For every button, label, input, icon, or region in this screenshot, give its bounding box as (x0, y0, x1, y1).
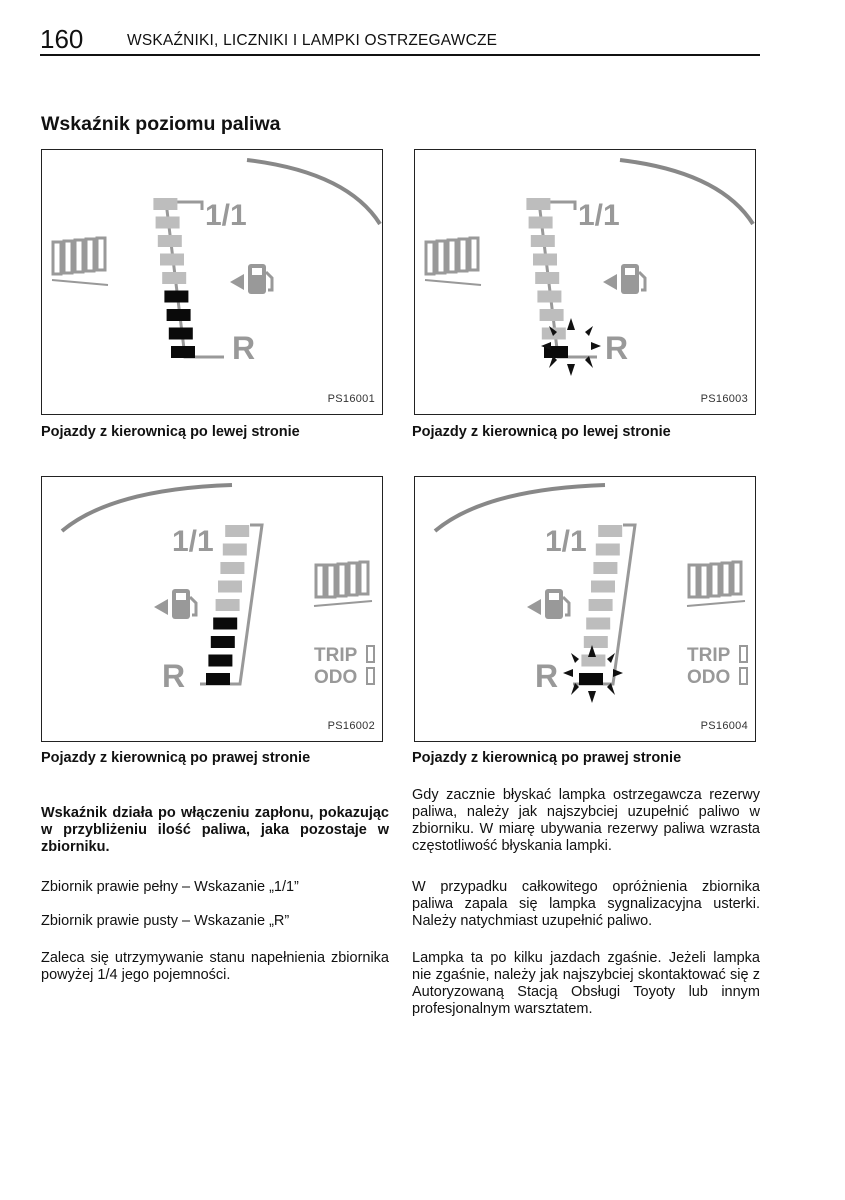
fuel-gauge-lhd-reserve (415, 150, 755, 414)
figure-code: PS16004 (700, 720, 748, 732)
gauge-segment-lit (579, 673, 603, 685)
gauge-segment-unlit (225, 525, 249, 537)
figure-caption: Pojazdy z kierownicą po prawej stronie (41, 750, 311, 766)
gauge-segment-lit (169, 328, 193, 340)
gauge-segment-lit (171, 346, 195, 358)
odometer-digits-icon (687, 562, 745, 606)
full-mark-label: 1/1 (545, 525, 587, 558)
page-header (40, 24, 760, 56)
fuel-gauge-segments (153, 198, 195, 358)
figure-code: PS16001 (327, 393, 375, 405)
fuel-pump-icon (527, 589, 569, 619)
recommendation-paragraph: Zaleca się utrzymywanie stanu napełnienia zbiornika powyżej 1/4 jego pojemności. (41, 950, 389, 983)
figure-rhd-normal (41, 476, 383, 742)
odometer-digits-icon (52, 236, 112, 285)
gauge-segment-unlit (526, 198, 550, 210)
gauge-segment-unlit (160, 254, 184, 266)
fuel-pump-icon (230, 264, 272, 294)
fuel-pump-icon (154, 589, 196, 619)
gauge-segment-unlit (156, 217, 180, 229)
fuel-gauge-rhd-normal (42, 477, 382, 741)
reserve-mark-label: R (162, 658, 186, 694)
full-mark-label: 1/1 (172, 525, 214, 558)
odometer-digits-icon (425, 238, 481, 285)
gauge-segment-unlit (220, 562, 244, 574)
gauge-segment-lit (208, 655, 232, 667)
figure-code: PS16003 (700, 393, 748, 405)
figure-rhd-reserve (414, 476, 756, 742)
gauge-segment-unlit (529, 217, 553, 229)
reserve-mark-label: R (232, 330, 256, 366)
gauge-segment-unlit (584, 636, 608, 648)
full-mark-label: 1/1 (578, 199, 620, 232)
figure-code: PS16002 (327, 720, 375, 732)
full-indication-line: Zbiornik prawie pełny – Wskazanie „1/1” (41, 879, 299, 895)
reserve-mark-label: R (605, 330, 629, 366)
gauge-segment-unlit (537, 291, 561, 303)
gauge-segment-unlit (591, 581, 615, 593)
fuel-gauge-rhd-reserve (415, 477, 755, 741)
flashing-rays-icon (541, 318, 601, 376)
odo-label: ODO (314, 667, 358, 688)
gauge-segment-unlit (540, 309, 564, 321)
figure-caption: Pojazdy z kierownicą po prawej stronie (412, 750, 682, 766)
gauge-segment-unlit (162, 272, 186, 284)
gauge-segment-lit (213, 618, 237, 630)
trip-label: TRIP (314, 645, 358, 666)
gauge-segment-unlit (598, 525, 622, 537)
gauge-segment-lit (167, 309, 191, 321)
chapter-title: WSKAŹNIKI, LICZNIKI I LAMPKI OSTRZEGAWCZE (127, 32, 498, 49)
fuel-gauge-lhd-normal (42, 150, 382, 414)
odometer-digits-icon (314, 562, 372, 606)
reserve-mark-label: R (535, 658, 559, 694)
gauge-segment-unlit (531, 235, 555, 247)
gauge-segment-unlit (589, 599, 613, 611)
empty-tank-paragraph: W przypadku całkowitego opróżnienia zbiornika paliwa zapala się lampka sygnalizacyjna usterki. Należy natychmiast uzupełnić paliwo. (412, 879, 760, 929)
lamp-off-paragraph: Lampka ta po kilku jazdach zgaśnie. Jeżeli lampka nie zgaśnie, należy jak najszybciej skontaktować się z Autoryzowaną Stacją Obsługi Toyoty lub innym profesjonalnym warsztatem. (412, 950, 760, 1017)
gauge-segment-unlit (153, 198, 177, 210)
gauge-segment-unlit (533, 254, 557, 266)
gauge-segment-unlit (158, 235, 182, 247)
figure-lhd-normal (41, 149, 383, 415)
page-number: 160 (40, 24, 84, 54)
fuel-gauge-segments (526, 198, 568, 358)
section-title: Wskaźnik poziomu paliwa (41, 113, 281, 135)
gauge-segment-unlit (586, 618, 610, 630)
gauge-segment-unlit (223, 544, 247, 556)
gauge-segment-unlit (593, 562, 617, 574)
gauge-segment-lit (206, 673, 230, 685)
empty-indication-line: Zbiornik prawie pusty – Wskazanie „R” (41, 913, 290, 929)
gauge-segment-unlit (218, 581, 242, 593)
trip-label: TRIP (687, 645, 731, 666)
reserve-warning-paragraph: Gdy zacznie błyskać lampka ostrzegawcza rezerwy paliwa, należy jak najszybciej uzupełnić paliwo w zbiorniku. W miarę ubywania rezerwy paliwa wzrasta częstotliwość błyskania lampki. (412, 787, 760, 854)
gauge-segment-unlit (216, 599, 240, 611)
gauge-segment-lit (164, 291, 188, 303)
full-mark-label: 1/1 (205, 199, 247, 232)
fuel-pump-icon (603, 264, 645, 294)
gauge-segment-unlit (596, 544, 620, 556)
gauge-segment-unlit (535, 272, 559, 284)
figure-lhd-reserve (414, 149, 756, 415)
figure-caption: Pojazdy z kierownicą po lewej stronie (41, 424, 300, 440)
odo-label: ODO (687, 667, 731, 688)
gauge-segment-lit (211, 636, 235, 648)
intro-paragraph: Wskaźnik działa po włączeniu zapłonu, pokazując w przybliżeniu ilość paliwa, jaka pozostaje w zbiorniku. (41, 805, 389, 855)
figure-caption: Pojazdy z kierownicą po lewej stronie (412, 424, 671, 440)
